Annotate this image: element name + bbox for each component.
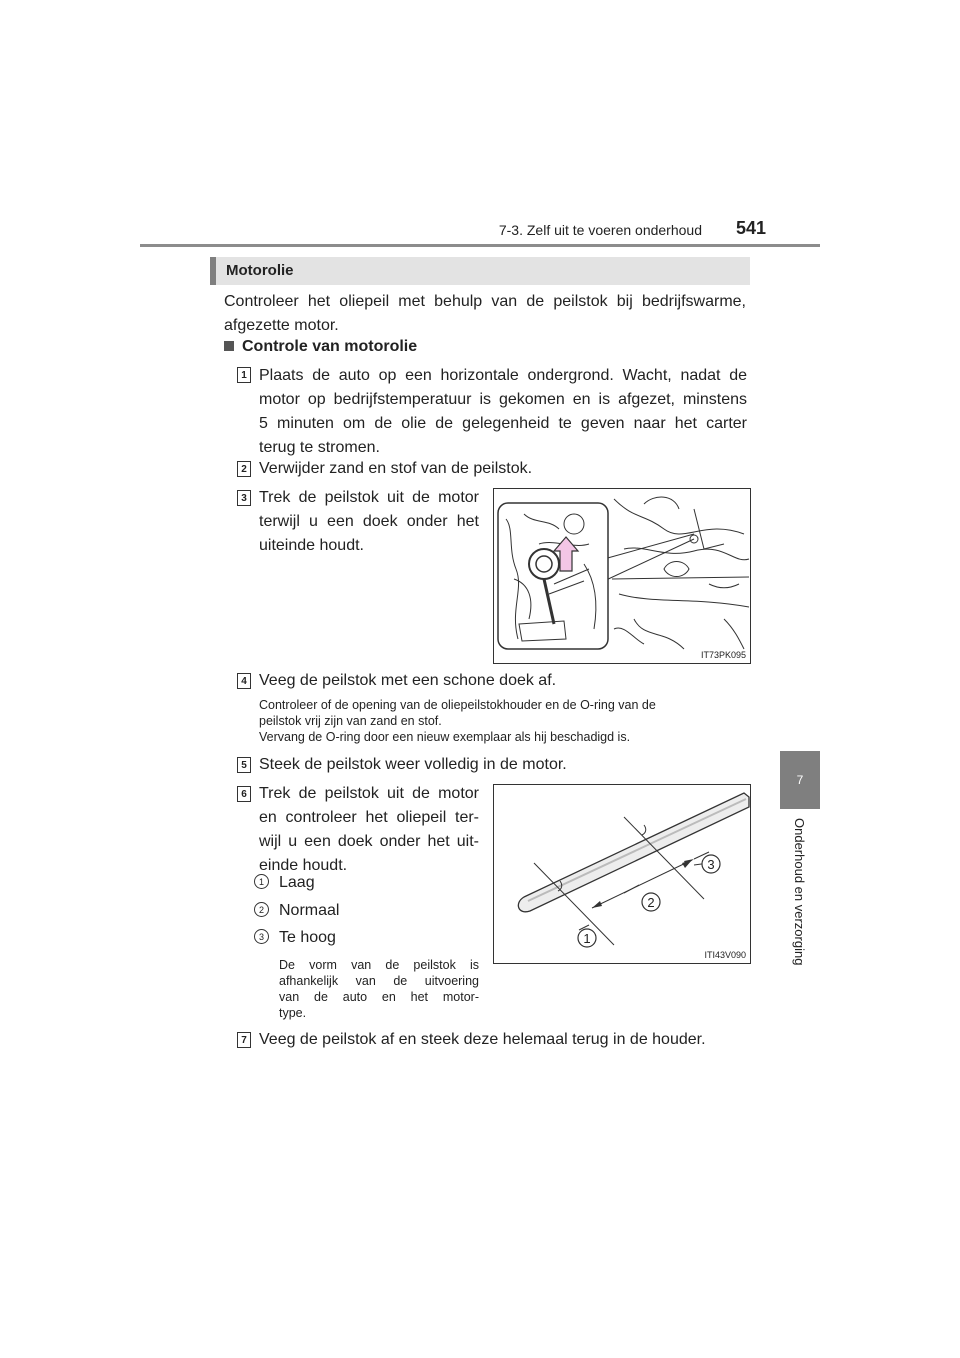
step-2-text: Verwijder zand en stof van de peilstok. xyxy=(259,460,533,477)
page-number: 541 xyxy=(736,218,767,238)
dipstick-callout-2: 2 xyxy=(647,895,655,910)
intro-paragraph: Controleer het oliepeil met behulp van de peilstok bij bedrijfswarme, afgezette motor. xyxy=(224,293,746,334)
header-rule xyxy=(140,244,820,247)
note-line: peilstok vrij zijn van zand en stof. xyxy=(259,714,442,728)
chapter-title-vertical xyxy=(780,818,820,1018)
dipstick-illustration xyxy=(494,785,750,963)
note-line: type. xyxy=(279,1006,307,1020)
square-bullet-icon xyxy=(224,341,234,351)
note-line: van de auto en het motor- xyxy=(279,990,479,1004)
step-1-line: terug te stromen. xyxy=(259,439,380,456)
step-6-line: Trek de peilstok uit de motor xyxy=(259,785,479,802)
section-heading-bar xyxy=(210,257,750,285)
note-line: De vorm van de peilstok is xyxy=(279,958,479,972)
dipstick-callout-1: 1 xyxy=(583,931,591,946)
step-number-4: 4 xyxy=(237,673,251,689)
step-number-2: 2 xyxy=(237,461,251,477)
step-5-text: Steek de peilstok weer volledig in de motor. xyxy=(259,756,567,773)
step-1-line: motor op bedrijfstemperatuur is gekomen en is afgezet, minstens xyxy=(259,391,747,408)
chapter-tab: 7 xyxy=(780,751,820,809)
step-3-line: Trek de peilstok uit de motor xyxy=(259,489,479,506)
figure-code: IT73PK095 xyxy=(700,650,746,660)
subheading-text: Controle van motorolie xyxy=(242,338,418,355)
dipstick-figure xyxy=(493,784,751,964)
level-number-2: 2 xyxy=(254,902,269,917)
step-number-5: 5 xyxy=(237,757,251,773)
note-line: afhankelijk van de uitvoering xyxy=(279,974,479,988)
step-3-text xyxy=(259,486,479,558)
step-number-3: 3 xyxy=(237,490,251,506)
level-label-normal: Normaal xyxy=(279,902,340,919)
note-line: Vervang de O-ring door een nieuw exemplaar als hij beschadigd is. xyxy=(259,730,631,744)
engine-illustration xyxy=(494,489,750,663)
running-header-section: 7-3. Zelf uit te voeren onderhoud xyxy=(498,222,702,238)
chapter-title: Onderhoud en verzorging xyxy=(792,818,807,966)
step-4-note xyxy=(259,697,749,745)
step-1-text xyxy=(259,364,747,460)
level-number-1: 1 xyxy=(254,874,269,889)
figure-code: ITI43V090 xyxy=(704,950,746,960)
step-3-line: uiteinde houdt. xyxy=(259,537,364,554)
note-line: Controleer of de opening van de oliepeilstokhouder en de O-ring van de xyxy=(259,698,656,712)
step-number-1: 1 xyxy=(237,367,251,383)
step-6-line: en controleer het oliepeil ter- xyxy=(259,809,479,826)
step-1-line: Plaats de auto op een horizontale ondergrond. Wacht, nadat de xyxy=(259,367,747,384)
engine-figure xyxy=(493,488,751,664)
level-label-too-high: Te hoog xyxy=(279,929,336,946)
level-label-low: Laag xyxy=(279,874,315,891)
step-6-line: einde houdt. xyxy=(259,857,348,874)
section-heading: Motorolie xyxy=(226,262,294,279)
step-4-text: Veeg de peilstok met een schone doek af. xyxy=(259,672,557,689)
level-number-3: 3 xyxy=(254,929,269,944)
step-3-line: terwijl u een doek onder het xyxy=(259,513,479,530)
dipstick-callout-3: 3 xyxy=(707,857,715,872)
step-1-line: 5 minuten om de olie de gelegenheid te geven naar het carter xyxy=(259,415,747,432)
step-number-7: 7 xyxy=(237,1032,251,1048)
step-number-6: 6 xyxy=(237,786,251,802)
subheading xyxy=(224,338,417,356)
step-6-text xyxy=(259,782,479,878)
section-heading-accent xyxy=(210,257,216,285)
step-6-note xyxy=(279,957,479,1021)
step-6-line: wijl u een doek onder het uit- xyxy=(259,833,479,850)
step-7-text: Veeg de peilstok af en steek deze helemaal terug in de houder. xyxy=(259,1031,706,1048)
